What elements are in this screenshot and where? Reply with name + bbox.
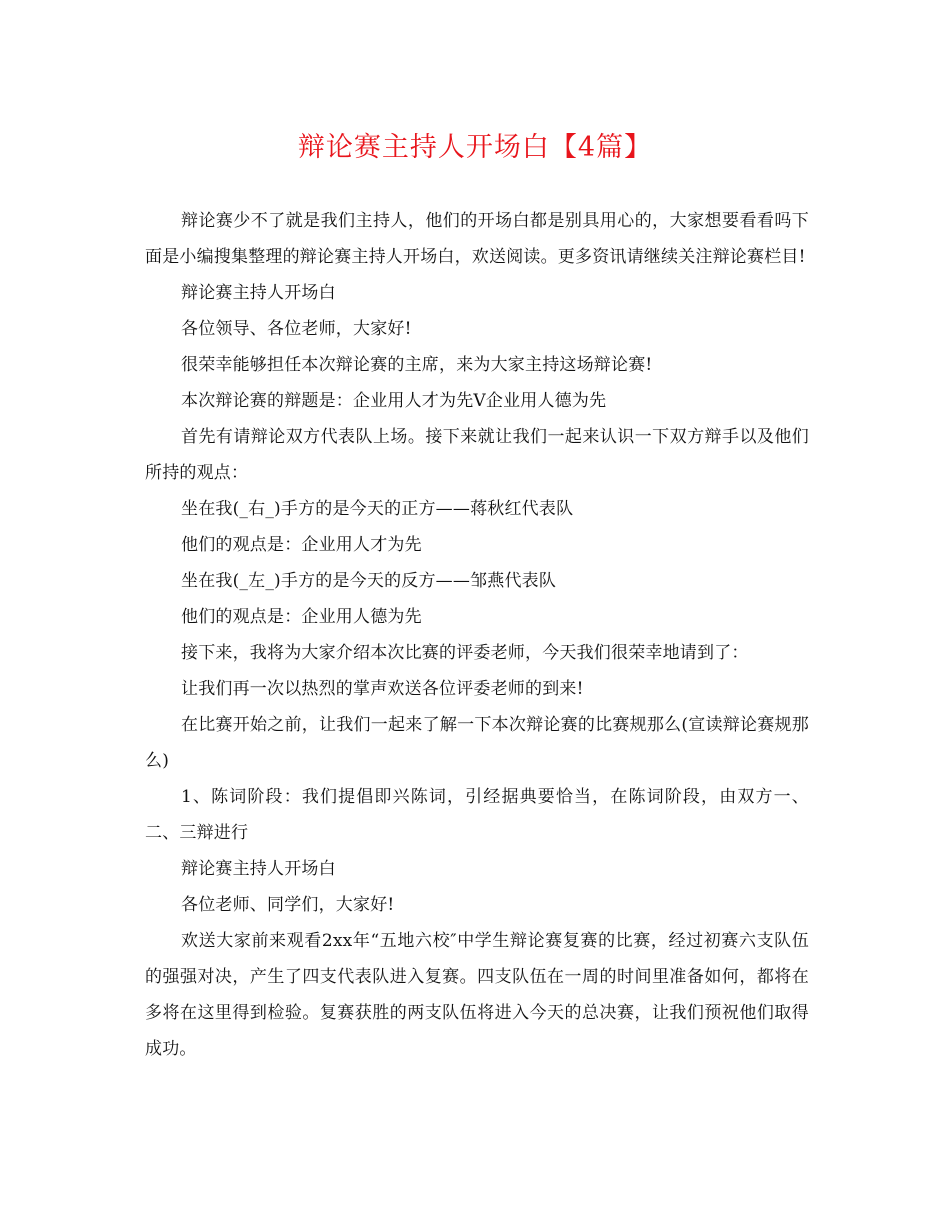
paragraph-negative-view: 他们的观点是：企业用人德为先 <box>181 607 422 627</box>
paragraph: 接下来，我将为大家介绍本次比赛的评委老师，今天我们很荣幸地请到了： <box>181 643 749 663</box>
paragraph-affirmative-team: 坐在我(_右_)手方的是今天的正方——蒋秋红代表队 <box>181 499 574 519</box>
paragraph-negative-team: 坐在我(_左_)手方的是今天的反方——邹燕代表队 <box>181 571 557 591</box>
paragraph-topic: 本次辩论赛的辩题是：企业用人才为先V企业用人德为先 <box>181 391 607 411</box>
paragraph-affirmative-view: 他们的观点是：企业用人才为先 <box>181 535 422 555</box>
paragraph-rules-stage-1: 1、陈词阶段：我们提倡即兴陈词，引经据典要恰当，在陈词阶段，由双方一、二、三辩进行 <box>145 787 809 843</box>
paragraph-greeting-1: 各位领导、各位老师，大家好! <box>181 319 412 339</box>
paragraph: 欢送大家前来观看2xx年“五地六校″中学生辩论赛复赛的比赛，经过初赛六支队伍的强强对决，产生了四支代表队进入复赛。四支队伍在一周的时间里准备如何，都将在多将在这里得到检验。复赛获胜的两支队伍将进入今天的总决赛，让我们预祝他们取得成功。 <box>145 931 809 1059</box>
paragraph-intro: 辩论赛少不了就是我们主持人，他们的开场白都是别具用心的，大家想要看看吗下面是小编搜集整理的辩论赛主持人开场白，欢送阅读。更多资讯请继续关注辩论赛栏目! <box>145 211 809 267</box>
document-body <box>145 203 809 1067</box>
paragraph: 首先有请辩论双方代表队上场。接下来就让我们一起来认识一下双方辩手以及他们所持的观点： <box>145 427 809 483</box>
document-title: 辩论赛主持人开场白【4篇】 <box>297 132 653 163</box>
paragraph: 在比赛开始之前，让我们一起来了解一下本次辩论赛的比赛规那么(宣读辩论赛规那么) <box>145 715 809 771</box>
paragraph-section-heading-1: 辩论赛主持人开场白 <box>181 283 336 303</box>
paragraph: 让我们再一次以热烈的掌声欢送各位评委老师的到来! <box>181 679 584 699</box>
paragraph-section-heading-2: 辩论赛主持人开场白 <box>181 859 336 879</box>
paragraph-greeting-2: 各位老师、同学们，大家好! <box>181 895 395 915</box>
paragraph: 很荣幸能够担任本次辩论赛的主席，来为大家主持这场辩论赛! <box>181 355 653 375</box>
